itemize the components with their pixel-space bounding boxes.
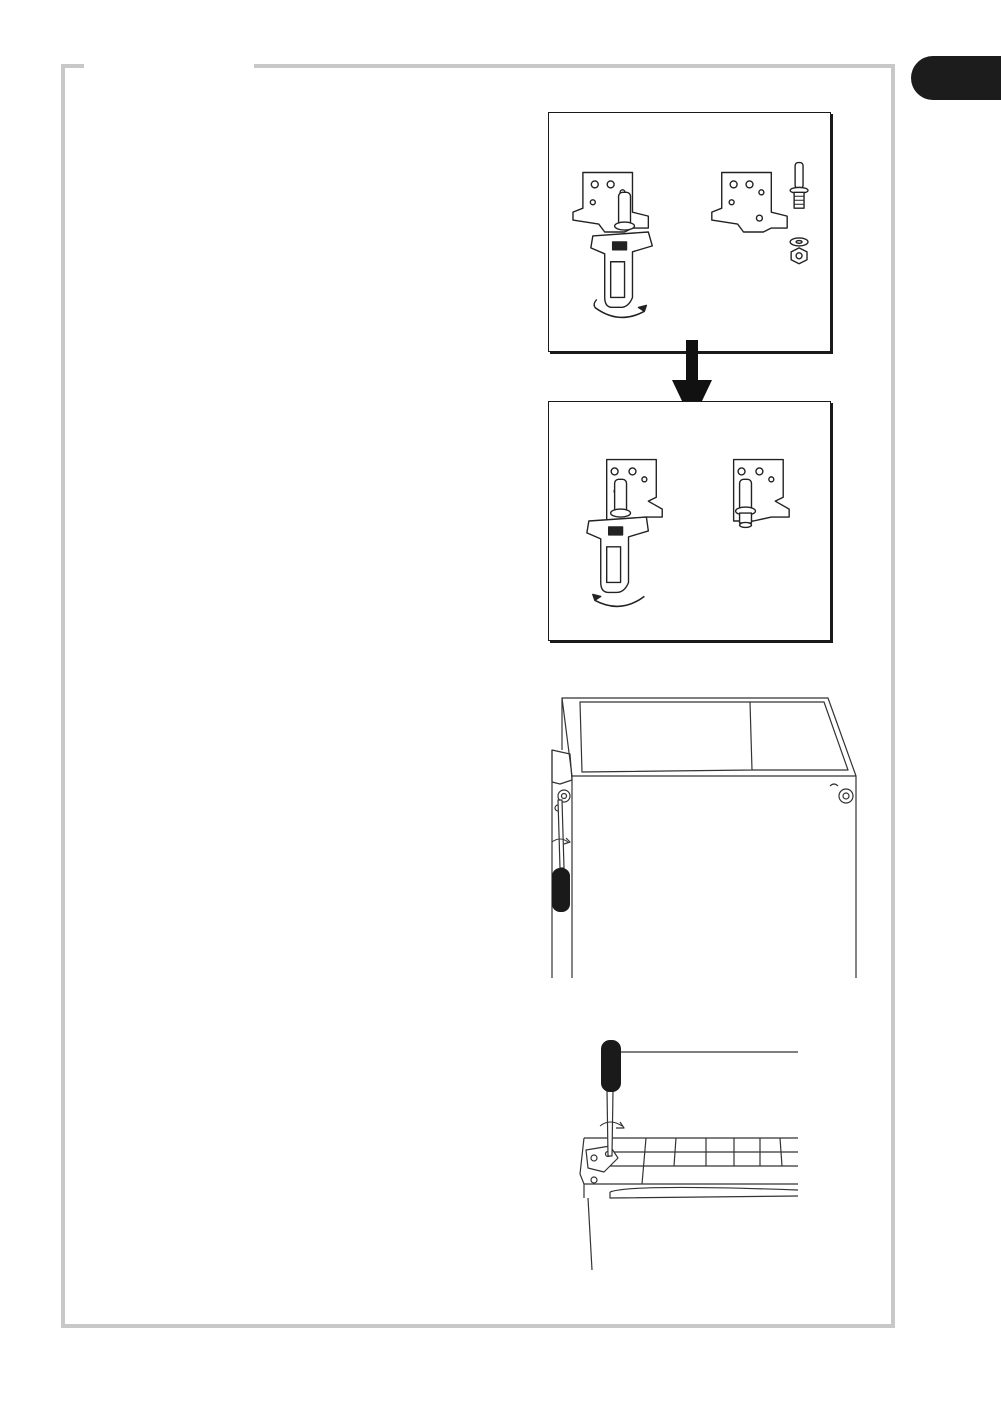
hinge-bracket-wrench-icon: [549, 402, 830, 640]
hinge-pin-install-figure: [548, 401, 831, 641]
language-tab: [911, 56, 1001, 100]
fridge-top-screwdriver-icon: [570, 1034, 810, 1274]
hinge-pin-removal-figure: [548, 112, 831, 352]
hinge-bracket-wrench-icon: [549, 113, 830, 351]
fridge-door-screwdriver-icon: [540, 690, 870, 980]
frame-title-gap: [84, 60, 254, 70]
